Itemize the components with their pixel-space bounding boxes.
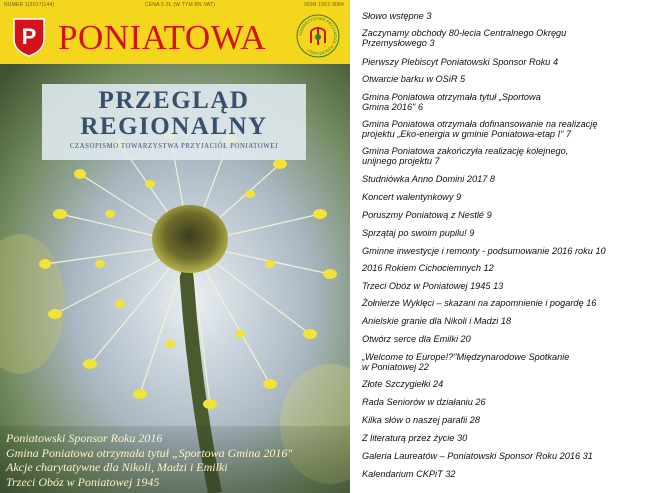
toc-entry[interactable] [362,469,642,479]
cover-teaser: Akcje charytatywne dla Nikoli, Madzi i Emilki [6,460,228,474]
toc-entry-line: Anielskie granie dla Nikoli i Madzi 18 [362,316,512,326]
toc-entry-line: Żołnierze Wyklęci – skazani na zapomnienie i pogardę 16 [362,298,597,308]
toc-entry[interactable] [362,57,642,67]
toc-entry[interactable] [362,210,642,220]
toc-entry[interactable] [362,334,642,344]
toc-entry-line: Koncert walentynkowy 9 [362,192,462,202]
cover-teasers [0,426,350,493]
masthead-title: PONIATOWA [58,18,267,57]
seal-text: TOWARZYSTWO PRZYJACIÓŁ PONIATOWEJ [297,15,339,57]
cover-title-line2: REGIONALNY [80,113,268,140]
toc-entry-line: Kilka słów o naszej parafii 28 [362,415,480,425]
toc-entry-line: Rada Seniorów w działaniu 26 [362,397,486,407]
toc-entry-line: Zaczynamy obchody 80-lecia Centralnego Okręgu [362,28,567,38]
toc-entry[interactable] [362,74,642,84]
cover-header-band [0,0,350,64]
toc-entry[interactable] [362,28,642,48]
toc-entry[interactable] [362,433,642,443]
toc-entry-line: Otwarcie barku w OSiR 5 [362,74,466,84]
toc-entry-line: Gmina Poniatowa otrzymała dofinansowanie na realizację [362,119,598,129]
toc-entry-line: Galeria Laureatów – Poniatowski Sponsor Roku 2016 31 [362,451,593,461]
toc-entry[interactable] [362,192,642,202]
toc-entry-line: Kalendarium CKPiT 32 [362,469,456,479]
toc-entry-line: Słowo wstępne 3 [362,11,432,21]
toc-entry-line: Złote Szczygiełki 24 [362,379,444,389]
toc-entry[interactable] [362,246,642,256]
price-label: CENA 5 ZŁ (W TYM 8% VAT) [145,2,216,8]
toc-entry-line: Studniówka Anno Domini 2017 8 [362,174,495,184]
toc-entry-line: Sprzątaj po swoim pupilu! 9 [362,228,475,238]
cover-teaser: Trzeci Obóz w Poniatowej 1945 [6,474,160,489]
issn-label: ISSN 1507-3084 [304,2,344,8]
toc-entry-line: projektu „Eko-energia w gminie Poniatowa-etap I" 7 [362,129,572,139]
toc-entry[interactable] [362,281,642,291]
toc-entry[interactable] [362,174,642,184]
toc-entry-line: unijnego projektu 7 [362,156,440,166]
toc-entry[interactable] [362,119,642,139]
cover-title-line1: PRZEGLĄD [98,87,250,114]
crest-letter: P [21,24,37,49]
toc-entry[interactable] [362,11,642,21]
toc-entry[interactable] [362,298,642,308]
toc-entry[interactable] [362,352,642,372]
toc-entry-line: Poruszmy Poniatową z Nestlé 9 [362,210,492,220]
toc-entry-line: Przemysłowego 3 [362,38,435,48]
coat-of-arms-icon [12,17,46,57]
toc-entry-line: w Poniatowej 22 [362,362,429,372]
toc-entry[interactable] [362,451,642,461]
toc-entry[interactable] [362,263,642,273]
table-of-contents [362,0,645,493]
toc-entry-line: 2016 Rokiem Cichociemnych 12 [362,263,494,273]
toc-entry[interactable] [362,228,642,238]
toc-entry-line: Gminne inwestycje i remonty - podsumowanie 2016 roku 10 [362,246,606,256]
toc-entry-line: Gmina 2016" 6 [362,102,423,112]
society-seal-icon [295,13,341,59]
cover-title-box [42,84,306,160]
toc-entry-line: Trzeci Obóz w Poniatowej 1945 13 [362,281,504,291]
issue-number: NUMER 1(2017)144) [4,2,55,8]
cover-teaser: Gmina Poniatowa otrzymała tytuł „Sportowa Gmina 2016" [6,445,293,460]
toc-entry[interactable] [362,379,642,389]
toc-entry[interactable] [362,92,642,112]
toc-entry-line: Gmina Poniatowa otrzymała tytuł „Sportowa [362,92,541,102]
cover-subtitle: CZASOPISMO TOWARZYSTWA PRZYJACIÓŁ PONIATOWEJ [69,143,279,150]
toc-entry[interactable] [362,397,642,407]
toc-entry-line: „Welcome to Europe!?"Międzynarodowe Spotkanie [362,352,570,362]
cover-teaser: Poniatowski Sponsor Roku 2016 [6,431,163,445]
toc-entry-line: Z literaturą przez życie 30 [362,433,468,443]
toc-entry[interactable] [362,316,642,326]
toc-entry-line: Pierwszy Plebiscyt Poniatowski Sponsor Roku 4 [362,57,559,67]
toc-entry[interactable] [362,415,642,425]
toc-entry[interactable] [362,146,642,166]
toc-entry-line: Gmina Poniatowa zakończyła realizację kolejnego, [362,146,569,156]
toc-entry-line: Otwórz serce dla Emilki 20 [362,334,471,344]
